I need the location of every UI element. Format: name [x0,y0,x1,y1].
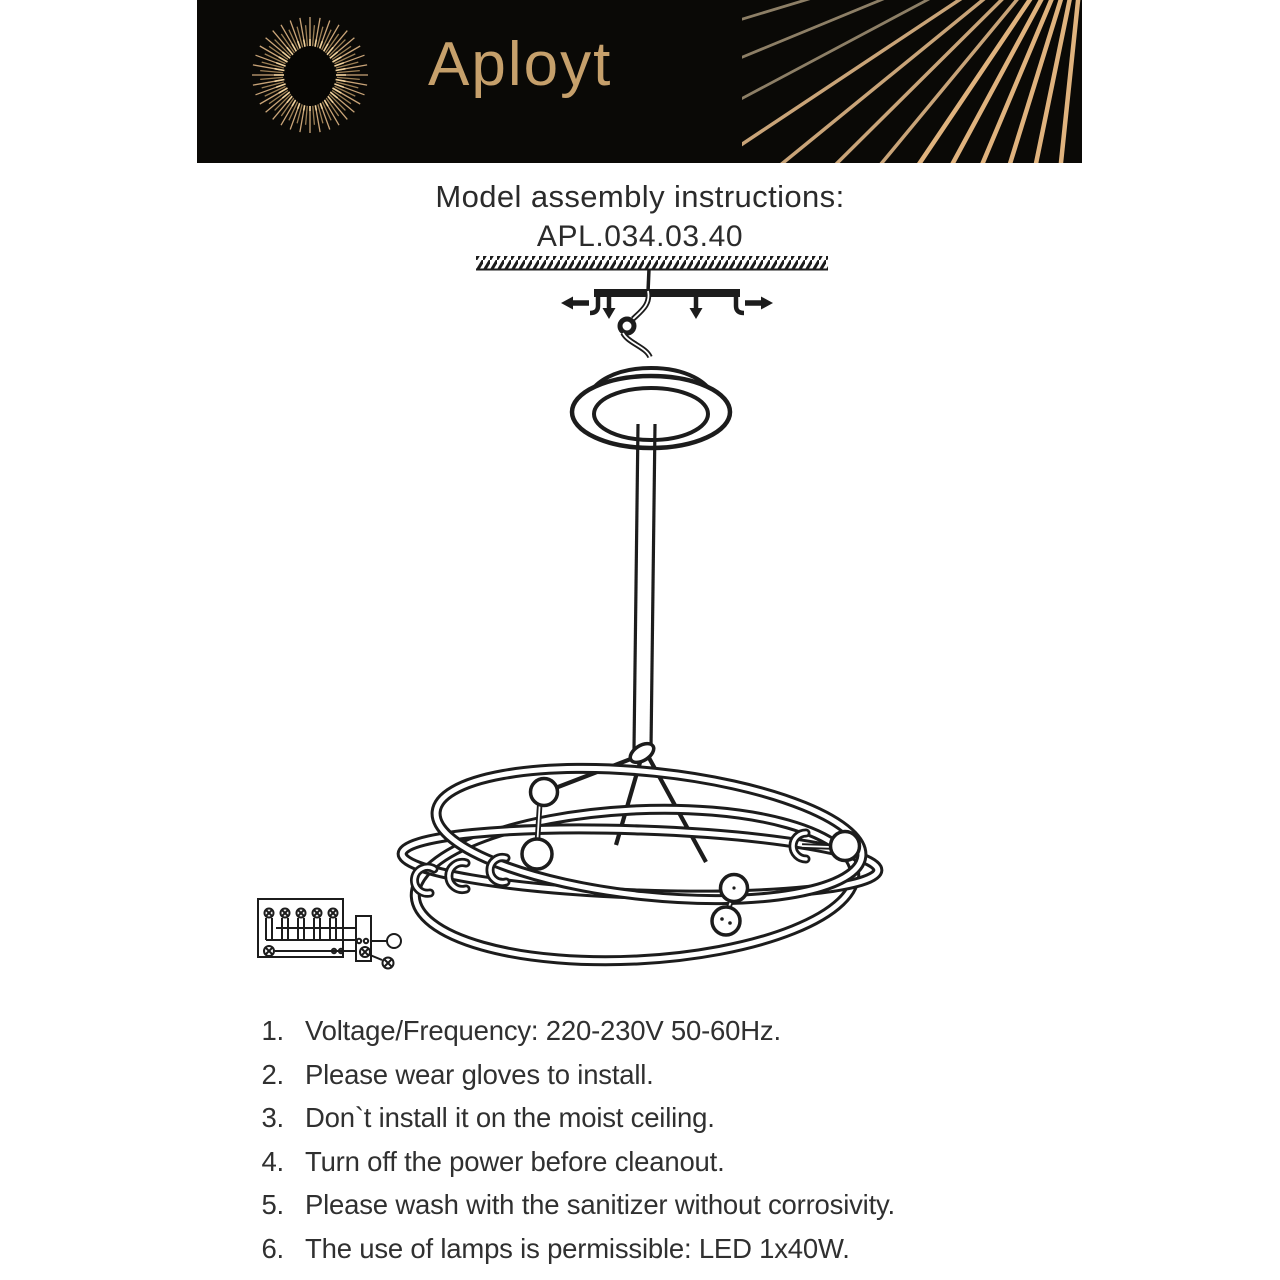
item-number: 6. [261,1232,284,1264]
page-title: Model assembly instructions: [435,179,845,214]
mounting-bracket [561,290,773,319]
title-block [0,179,1280,254]
lamp-symbol [387,934,401,948]
item-number: 1. [261,1015,284,1046]
pendant-lamp-assembly-drawing [230,248,970,990]
logo-center [286,46,334,106]
cord-grip [620,319,634,333]
terminal-screws [265,909,338,941]
brand-name: Aployt [428,30,613,99]
ground-screw [264,946,274,956]
item-text: Voltage/Frequency: 220-230V 50-60Hz. [305,1015,781,1046]
item-text: Don`t install it on the moist ceiling. [305,1102,715,1133]
sunburst-logo-icon [243,8,377,142]
ceiling-wire [648,269,649,292]
instruction-item [248,1146,1088,1190]
item-number: 3. [261,1102,284,1133]
item-number: 5. [261,1189,284,1220]
instruction-item [248,1233,1088,1277]
model-number: APL.034.03.40 [536,220,744,253]
item-text: Turn off the power before cleanout. [305,1145,725,1177]
header-banner [197,0,1082,163]
item-text: Please wash with the sanitizer without corrosivity. [305,1189,895,1220]
arrow-down-icon [603,296,616,319]
arrow-left-icon [561,297,589,310]
item-number: 4. [261,1145,284,1177]
item-text: The use of lamps is permissible: LED 1x40W. [305,1232,850,1264]
instruction-item [248,1015,1088,1059]
instruction-item [248,1102,1088,1146]
instruction-list [248,1015,1088,1276]
instruction-item [248,1189,1088,1233]
rays-fan-icon [742,0,1082,163]
arrow-right-icon [745,297,773,310]
crossed-lamp-symbol [383,958,394,969]
item-text: Please wear gloves to install. [305,1058,654,1090]
wiring-diagram [258,899,401,969]
driver-screw [360,947,370,957]
instruction-item [248,1059,1088,1103]
stem-rod [634,424,655,749]
ceiling-canopy [572,368,730,448]
supply-cord [620,291,650,357]
item-number: 2. [261,1058,284,1090]
arrow-down-icon [690,296,703,319]
ceiling-hatch [476,256,828,270]
